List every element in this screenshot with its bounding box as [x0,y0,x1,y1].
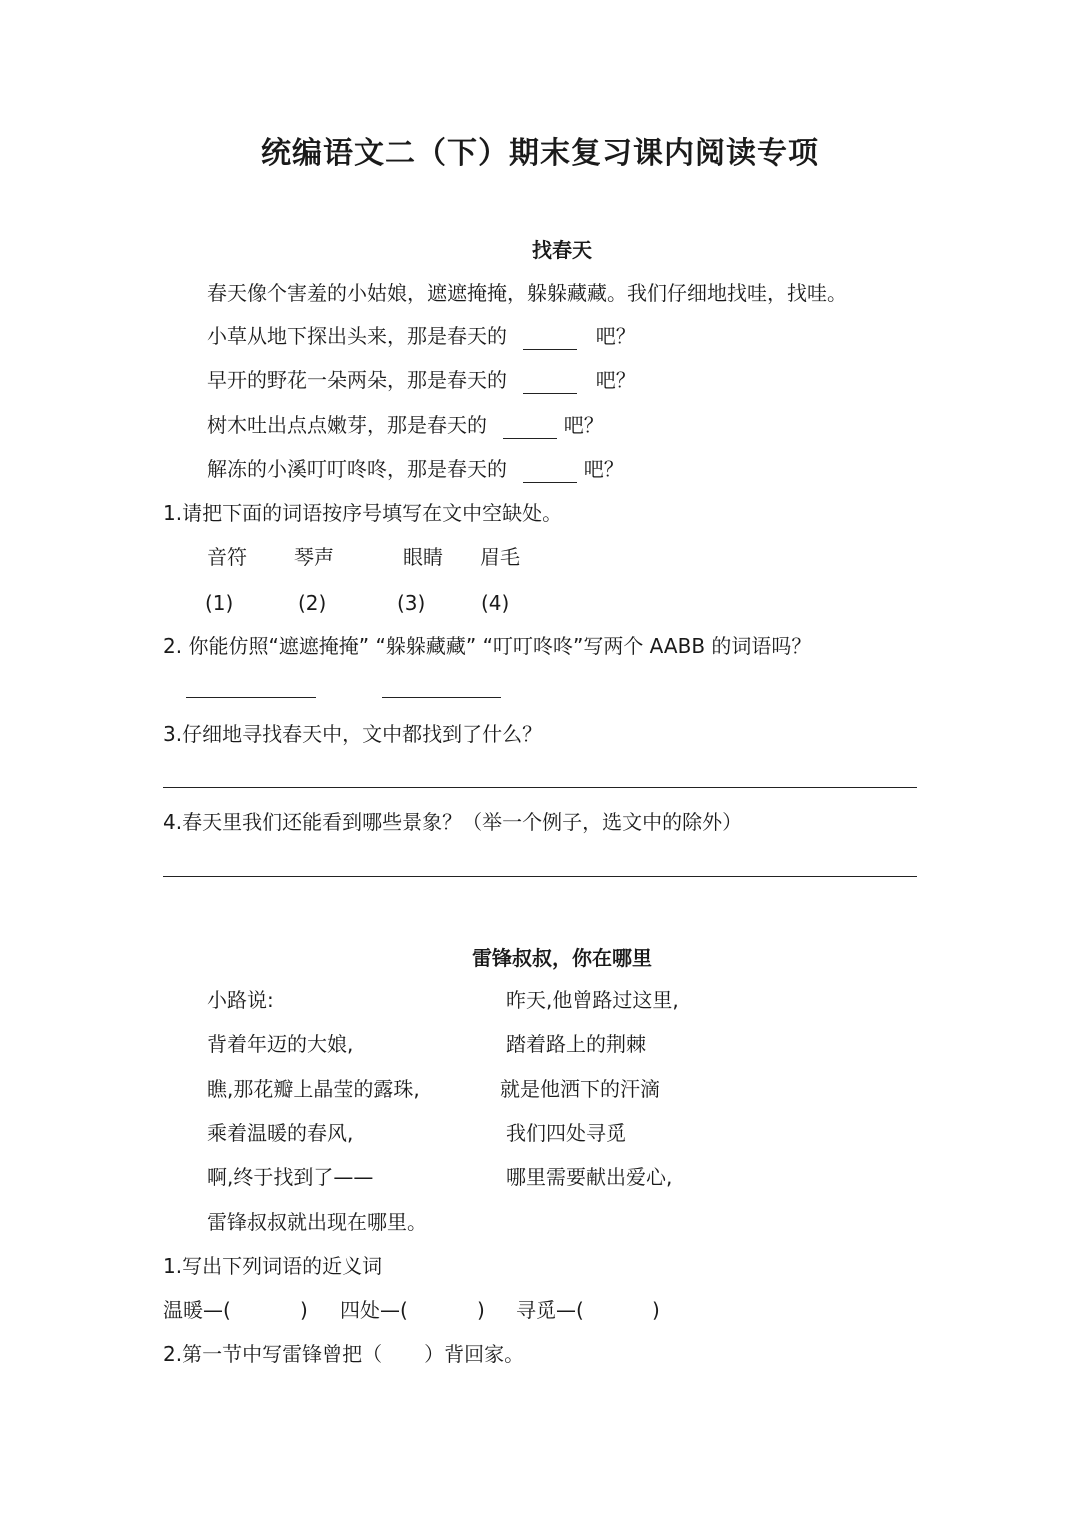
poem-left-1: 小路说: [207,988,274,1012]
question2-2 [163,1340,524,1368]
page-title: 统编语文二（下）期末复习课内阅读专项 [261,136,819,171]
poem-right-2: 踏着路上的荆棘 [506,1032,646,1056]
number-2: (2) [298,591,327,615]
word-3: 眼睛 [403,545,443,569]
fill-blank-4[interactable] [523,462,577,483]
question2-1: 1.写出下列词语的近义词 [163,1254,383,1278]
passage1-line5-text: 解冻的小溪叮叮咚咚，那是春天的 [207,457,507,481]
fill-blank-1[interactable] [523,329,577,350]
passage1-line3-text: 早开的野花一朵两朵，那是春天的 [207,368,507,392]
word-1: 音符 [207,545,247,569]
word-4: 眉毛 [480,545,520,569]
passage1-line5-end: 吧？ [583,457,624,481]
question1-2: 2. 你能仿照“遮遮掩掩” “躲躲藏藏” “叮叮咚咚”写两个 AABB 的词语吗？ [163,634,812,658]
fill-blank-2[interactable] [523,373,577,394]
answer-line-2b[interactable] [382,697,501,698]
answer-line-3[interactable] [163,787,917,788]
number-1: (1) [205,591,234,615]
number-3: (3) [397,591,426,615]
question2-2-end: ）背回家。 [424,1342,525,1366]
poem-right-3: 就是他洒下的汗滴 [500,1077,660,1101]
number-4: (4) [481,591,510,615]
passage1-line3 [207,366,636,394]
synonym-1: 温暖—( [163,1298,231,1322]
passage2-heading: 雷锋叔叔，你在哪里 [472,946,652,970]
word-2: 琴声 [294,545,334,569]
synonym-2: 四处—( [340,1298,408,1322]
passage1-line2-text: 小草从地下探出头来，那是春天的 [207,324,507,348]
poem-left-5: 啊,终于找到了—— [207,1165,374,1189]
poem-right-4: 我们四处寻觅 [506,1121,626,1145]
poem-left-6: 雷锋叔叔就出现在哪里。 [207,1210,427,1234]
passage1-line5 [207,455,624,483]
poem-right-5: 哪里需要献出爱心, [506,1165,673,1189]
passage1-line2-end: 吧？ [595,324,636,348]
fill-blank-3[interactable] [503,418,557,439]
poem-left-4: 乘着温暖的春风, [207,1121,354,1145]
passage1-line3-end: 吧？ [595,368,636,392]
poem-left-2: 背着年迈的大娘, [207,1032,354,1056]
passage1-line4 [207,411,604,439]
poem-right-1: 昨天,他曾路过这里, [506,988,679,1012]
passage1-line4-text: 树木吐出点点嫩芽，那是春天的 [207,413,487,437]
answer-line-2a[interactable] [186,697,316,698]
question1-3: 3.仔细地寻找春天中，文中都找到了什么？ [163,722,543,746]
question1-4: 4.春天里我们还能看到哪些景象？（举一个例子，选文中的除外） [163,810,743,834]
passage1-line4-end: 吧？ [563,413,604,437]
question1-1: 1.请把下面的词语按序号填写在文中空缺处。 [163,501,563,525]
synonym-2-close: ) [477,1298,485,1322]
passage1-line1: 春天像个害羞的小姑娘，遮遮掩掩，躲躲藏藏。我们仔细地找哇，找哇。 [207,281,847,305]
poem-left-3: 瞧,那花瓣上晶莹的露珠, [207,1077,420,1101]
answer-line-4[interactable] [163,876,917,877]
question2-2-text: 2.第一节中写雷锋曾把（ [163,1342,383,1366]
passage1-heading: 找春天 [532,238,592,262]
synonym-1-close: ) [300,1298,308,1322]
synonym-3-close: ) [652,1298,660,1322]
synonym-3: 寻觅—( [516,1298,584,1322]
passage1-line2 [207,322,636,350]
